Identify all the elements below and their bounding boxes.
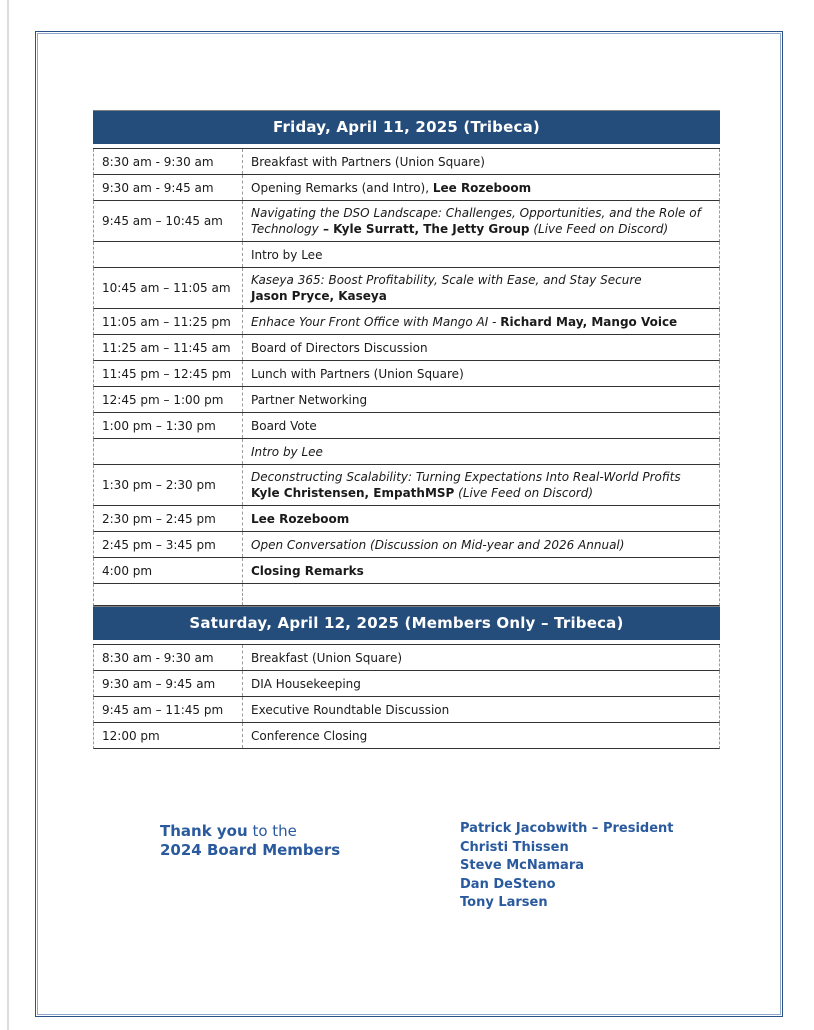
table-row xyxy=(93,439,720,465)
thanks-note xyxy=(160,822,340,860)
time-cell: 9:30 am – 9:45 am xyxy=(94,671,243,696)
description-cell: Navigating the DSO Landscape: Challenges, Opportunities, and the Role of Technology – Kyle Surratt, The Jetty Group (Live Feed on Discord) xyxy=(251,206,701,236)
table-row xyxy=(93,465,720,506)
description-cell: Intro by Lee xyxy=(251,444,323,459)
time-cell xyxy=(94,242,243,267)
board-member: Tony Larsen xyxy=(460,895,548,910)
time-cell: 10:45 am – 11:05 am xyxy=(94,268,243,308)
table-row xyxy=(93,335,720,361)
table-row xyxy=(93,387,720,413)
table-row xyxy=(93,149,720,175)
description-cell: Enhace Your Front Office with Mango AI - Richard May, Mango Voice xyxy=(251,314,678,329)
table-row xyxy=(93,309,720,335)
time-cell: 1:30 pm – 2:30 pm xyxy=(94,465,243,505)
time-cell: 11:25 am – 11:45 am xyxy=(94,335,243,360)
description-cell: Opening Remarks (and Intro), Lee Rozeboom xyxy=(251,180,532,195)
table-row xyxy=(93,201,720,242)
description-cell: Breakfast (Union Square) xyxy=(251,650,403,665)
time-cell: 12:45 pm – 1:00 pm xyxy=(94,387,243,412)
table-row xyxy=(93,723,720,749)
board-member: Steve McNamara xyxy=(460,858,585,873)
table-row xyxy=(93,645,720,671)
description-cell: Board Vote xyxy=(251,418,317,433)
table-row xyxy=(93,361,720,387)
time-cell: 8:30 am - 9:30 am xyxy=(94,149,243,174)
table-row xyxy=(93,584,720,606)
description-cell: Board of Directors Discussion xyxy=(251,340,428,355)
table-row xyxy=(93,175,720,201)
description-cell: Lunch with Partners (Union Square) xyxy=(251,366,464,381)
table-row xyxy=(93,268,720,309)
time-cell: 9:45 am – 11:45 pm xyxy=(94,697,243,722)
description-cell: DIA Housekeeping xyxy=(251,676,361,691)
schedule-tables xyxy=(93,110,720,749)
description-cell: Kaseya 365: Boost Profitability, Scale with Ease, and Stay Secure Jason Pryce, Kaseya xyxy=(251,273,642,303)
time-cell: 11:05 am – 11:25 pm xyxy=(94,309,243,334)
thanks-line-1 xyxy=(160,822,340,841)
thanks-bold-text: Thank you xyxy=(160,822,248,840)
table-row xyxy=(93,558,720,584)
thanks-line-2: 2024 Board Members xyxy=(160,841,341,859)
time-cell: 2:45 pm – 3:45 pm xyxy=(94,532,243,557)
table-row xyxy=(93,413,720,439)
description-cell: Partner Networking xyxy=(251,392,368,407)
time-cell: 2:30 pm – 2:45 pm xyxy=(94,506,243,531)
time-cell xyxy=(94,584,243,605)
description-cell: Conference Closing xyxy=(251,728,368,743)
time-cell: 4:00 pm xyxy=(94,558,243,583)
table-row xyxy=(93,532,720,558)
schedule-table xyxy=(93,606,720,749)
table-row xyxy=(93,671,720,697)
description-cell: Executive Roundtable Discussion xyxy=(251,702,450,717)
table-row xyxy=(93,697,720,723)
time-cell: 11:45 pm – 12:45 pm xyxy=(94,361,243,386)
description-cell xyxy=(243,584,719,605)
description-cell: Deconstructing Scalability: Turning Expectations Into Real-World Profits Kyle Christensen, EmpathMSP (Live Feed on Discord) xyxy=(251,470,681,500)
description-cell: Breakfast with Partners (Union Square) xyxy=(251,154,485,169)
description-cell: Open Conversation (Discussion on Mid-year and 2026 Annual) xyxy=(251,537,625,552)
board-member: Patrick Jacobwith – President xyxy=(460,821,674,836)
board-member: Christi Thissen xyxy=(460,839,569,855)
time-cell xyxy=(94,439,243,464)
table-header: Saturday, April 12, 2025 (Members Only – Tribeca) xyxy=(93,606,720,640)
table-row xyxy=(93,506,720,532)
description-cell: Intro by Lee xyxy=(251,247,323,262)
window-edge-line xyxy=(7,0,9,1030)
description-cell: Lee Rozeboom xyxy=(251,511,350,526)
time-cell: 1:00 pm – 1:30 pm xyxy=(94,413,243,438)
schedule-table xyxy=(93,110,720,606)
time-cell: 9:30 am - 9:45 am xyxy=(94,175,243,200)
board-members-list xyxy=(460,820,674,913)
table-header: Friday, April 11, 2025 (Tribeca) xyxy=(93,110,720,144)
description-cell: Closing Remarks xyxy=(251,563,364,578)
board-member: Dan DeSteno xyxy=(460,876,556,892)
table-row xyxy=(93,242,720,268)
time-cell: 12:00 pm xyxy=(94,723,243,748)
time-cell: 9:45 am – 10:45 am xyxy=(94,201,243,241)
thanks-rest-text: to the xyxy=(247,822,297,840)
time-cell: 8:30 am - 9:30 am xyxy=(94,645,243,670)
